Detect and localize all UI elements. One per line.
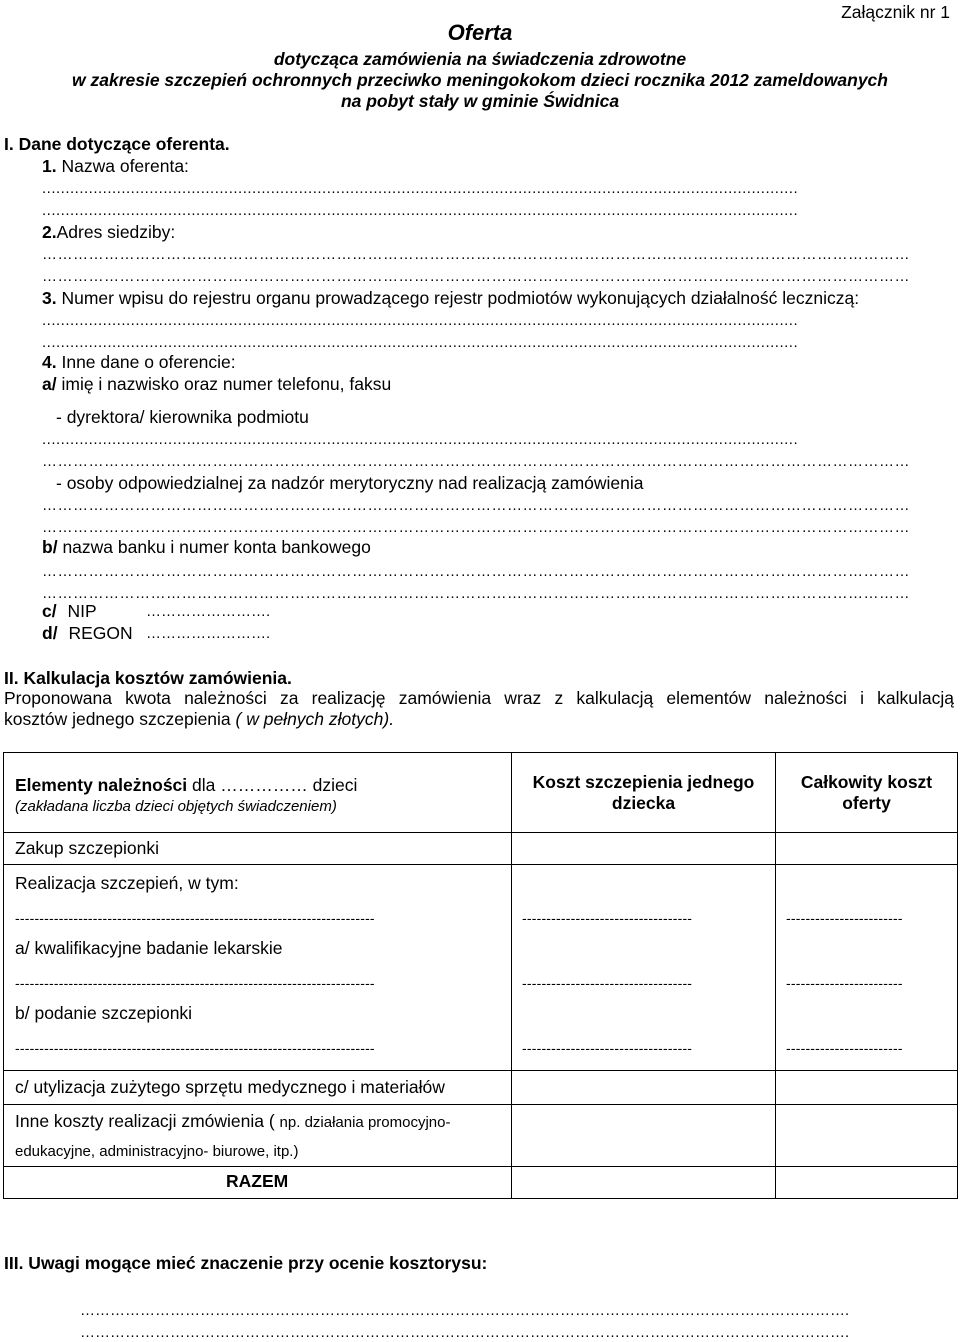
col1-header-bold: Elementy należności xyxy=(15,775,188,795)
col1-header xyxy=(4,753,512,833)
item-4a-label: imię i nazwisko oraz numer telefonu, faksu xyxy=(61,374,392,394)
row-other-note: np. działania promocyjno- xyxy=(279,1114,451,1131)
item-2-number: 2. xyxy=(42,222,57,242)
divider: ----------------------------------- xyxy=(522,975,693,991)
row-total xyxy=(4,1167,512,1199)
item-4b xyxy=(42,537,371,558)
divider: -------------------------------------------------------------------------- xyxy=(15,1040,375,1056)
table-row xyxy=(4,833,958,865)
row-purchase-label: Zakup szczepionki xyxy=(15,838,159,858)
row-purchase xyxy=(4,833,512,865)
supervisor-field-2[interactable]: …………………………………………………………………………………………………………………………………………………… xyxy=(42,519,910,536)
col1-header-note xyxy=(15,798,337,815)
remarks-field-2[interactable]: ………………………………………………………………………………………………………………………………………. xyxy=(80,1324,850,1341)
cell-other-unit[interactable] xyxy=(512,1105,776,1167)
subtitle-line-3: na pobyt stały w gminie Świdnica xyxy=(340,91,620,111)
cell-c-total[interactable] xyxy=(776,1071,958,1105)
row-total-label: RAZEM xyxy=(226,1171,289,1191)
item-3-number: 3. xyxy=(42,288,57,308)
item-4d xyxy=(42,623,133,644)
row-realization xyxy=(4,865,512,1071)
section-2-text-line-1: Proponowana kwota należności za realizację zamówienia wraz z kalkulacją elementów należności i kalkulacją xyxy=(4,688,954,708)
item-4c xyxy=(42,601,97,622)
cell-total-unit[interactable] xyxy=(512,1167,776,1199)
section-2-heading: II. Kalkulacja kosztów zamówienia. xyxy=(4,668,292,688)
item-1-label: Nazwa oferenta: xyxy=(61,156,189,176)
row-other-line-1 xyxy=(15,1111,450,1132)
item-4d-label: REGON xyxy=(68,623,133,643)
register-field-2[interactable]: .................................................................................................................................................................. xyxy=(42,334,799,351)
divider: ------------------------ xyxy=(786,1040,903,1056)
row-c-label: c/ utylizacja zużytego sprzętu medycznego i materiałów xyxy=(15,1077,445,1097)
col2-header: Koszt szczepienia jednego dziecka xyxy=(512,753,776,833)
item-2-label: Adres siedziby: xyxy=(56,222,176,242)
section-1-heading: I. Dane dotyczące oferenta. xyxy=(4,134,230,154)
subtitle-line-1: dotycząca zamówienia na świadczenia zdrowotne xyxy=(273,49,687,69)
register-field[interactable]: .................................................................................................................................................................. xyxy=(42,312,799,329)
col3-header: Całkowity koszt oferty xyxy=(776,753,958,833)
section-3-heading: III. Uwagi mogące mieć znaczenie przy ocenie kosztorysu: xyxy=(4,1253,488,1273)
row-other-label: Inne koszty realizacji zmówienia ( xyxy=(15,1111,280,1131)
row-b-label: b/ podanie szczepionki xyxy=(15,1003,193,1023)
cell-realization-unit[interactable] xyxy=(512,865,776,1071)
supervisor-field[interactable]: …………………………………………………………………………………………………………………………………………………… xyxy=(42,497,910,514)
divider: ----------------------------------- xyxy=(522,1040,693,1056)
company-name-field[interactable]: .................................................................................................................................................................. xyxy=(42,180,799,197)
item-2 xyxy=(42,222,175,243)
cell-c-unit[interactable] xyxy=(512,1071,776,1105)
table-row xyxy=(4,1071,958,1105)
divider: ------------------------ xyxy=(786,910,903,926)
cell-total-total[interactable] xyxy=(776,1167,958,1199)
item-4-label: Inne dane o oferencie: xyxy=(61,352,236,372)
item-4b-label: nazwa banku i numer konta bankowego xyxy=(62,537,371,557)
item-4a xyxy=(42,374,391,395)
company-name-field-2[interactable]: .................................................................................................................................................................. xyxy=(42,202,799,219)
row-other xyxy=(4,1105,512,1167)
cell-realization-total[interactable] xyxy=(776,865,958,1071)
director-label: - dyrektora/ kierownika podmiotu xyxy=(56,407,309,427)
nip-field[interactable]: ……………………. xyxy=(146,603,271,620)
subtitle-line-2: w zakresie szczepień ochronnych przeciwko meningokokom dzieci rocznika 2012 zameldowanych xyxy=(72,70,888,90)
item-1-number: 1. xyxy=(42,156,57,176)
item-4-number: 4. xyxy=(42,352,57,372)
col1-header-title xyxy=(15,775,357,796)
bank-field[interactable]: …………………………………………………………………………………………………………………………………………………… xyxy=(42,563,910,580)
section-2-text-italic: ( w pełnych złotych). xyxy=(235,709,395,729)
item-4b-letter: b/ xyxy=(42,537,58,557)
cell-purchase-total[interactable] xyxy=(776,833,958,865)
row-c xyxy=(4,1071,512,1105)
table-row xyxy=(4,1105,958,1167)
table-row xyxy=(4,1167,958,1199)
item-4c-letter: c/ xyxy=(42,601,57,621)
director-field[interactable]: .................................................................................................................................................................. xyxy=(42,431,799,448)
attachment-label: Załącznik nr 1 xyxy=(841,2,950,22)
cost-table xyxy=(3,752,958,1199)
section-2-text-part: kosztów jednego szczepienia xyxy=(4,709,236,729)
regon-field[interactable]: ……………………. xyxy=(146,625,271,642)
row-realization-label: Realizacja szczepień, w tym: xyxy=(15,873,239,893)
divider: ----------------------------------- xyxy=(522,910,693,926)
address-field-2[interactable]: …………………………………………………………………………………………………………………………………………………… xyxy=(42,268,910,285)
table-header-row xyxy=(4,753,958,833)
item-4c-label: NIP xyxy=(67,601,97,621)
address-field[interactable]: …………………………………………………………………………………………………………………………………………………… xyxy=(42,246,910,263)
col1-header-rest: dla …………… dzieci xyxy=(187,775,358,795)
section-2-text-line-2 xyxy=(4,709,394,730)
divider: ------------------------ xyxy=(786,975,903,991)
cell-purchase-unit[interactable] xyxy=(512,833,776,865)
item-4d-letter: d/ xyxy=(42,623,58,643)
col1-header-note-text: (zakładana liczba dzieci objętych świadczeniem) xyxy=(15,798,337,815)
row-a-label: a/ kwalifikacyjne badanie lekarskie xyxy=(15,938,283,958)
item-1 xyxy=(42,156,189,177)
item-4a-letter: a/ xyxy=(42,374,57,394)
table-row xyxy=(4,865,958,1071)
item-3 xyxy=(42,288,859,309)
item-3-label: Numer wpisu do rejestru organu prowadzącego rejestr podmiotów wykonujących działalność leczniczą: xyxy=(61,288,860,308)
remarks-field[interactable]: ………………………………………………………………………………………………………………………………………. xyxy=(80,1302,850,1319)
supervisor-label: - osoby odpowiedzialnej za nadzór merytoryczny nad realizacją zamówienia xyxy=(56,473,644,493)
item-4 xyxy=(42,352,236,373)
bank-field-2[interactable]: …………………………………………………………………………………………………………………………………………………… xyxy=(42,585,910,602)
row-other-line-2: edukacyjne, administracyjno- biurowe, itp.) xyxy=(15,1143,299,1160)
divider: -------------------------------------------------------------------------- xyxy=(15,975,375,991)
divider: -------------------------------------------------------------------------- xyxy=(15,910,375,926)
document-title: Oferta xyxy=(447,20,513,45)
cell-other-total[interactable] xyxy=(776,1105,958,1167)
director-field-2[interactable]: …………………………………………………………………………………………………………………………………………………… xyxy=(42,453,910,470)
